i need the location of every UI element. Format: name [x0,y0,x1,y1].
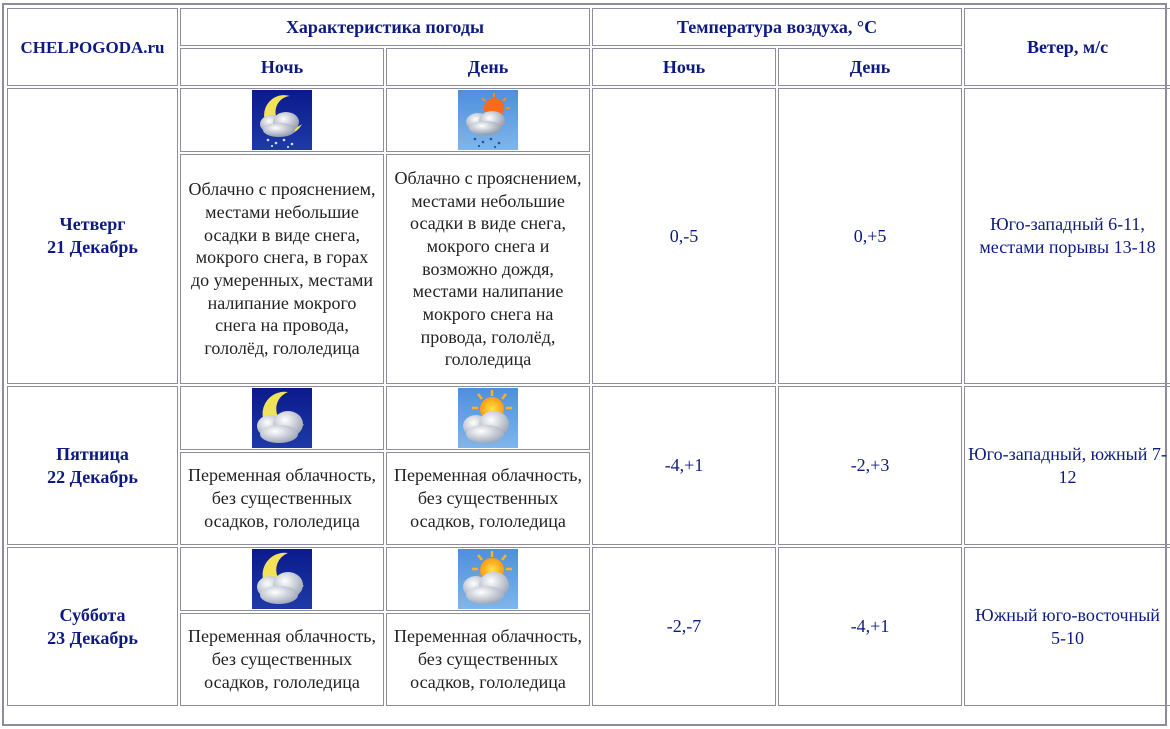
temp-night: 0,-5 [592,88,776,384]
date: 21 Декабрь [47,237,138,257]
header-char-night: Ночь [180,48,384,86]
weather-forecast-table [5,6,1170,708]
header-weather-characteristic: Характеристика погоды [180,8,590,46]
night-icon-cell [180,88,384,152]
sun-clouds-snow-icon [458,90,518,150]
night-description: Переменная облачность, без существенных осадков, гололедица [180,613,384,706]
wind-value: Юго-западный, южный 7-12 [964,386,1170,545]
day-icon-cell [386,547,590,611]
weekday: Пятница [56,443,129,464]
wind-value: Южный юго-восточный 5-10 [964,547,1170,706]
temp-day: 0,+5 [778,88,962,384]
header-temp-day: День [778,48,962,86]
temp-day: -4,+1 [778,547,962,706]
weekday: Четверг [59,214,126,234]
night-description: Облачно с прояснением, местами небольшие осадки в виде снега, мокрого снега, в горах до умеренных, местами налипание мокрого снега на провода, гололёд, гололедица [180,154,384,384]
night-icon-cell [180,547,384,611]
night-description: Переменная облачность, без существенных осадков, гололедица [180,452,384,545]
day-label [7,547,178,706]
header-air-temperature: Температура воздуха, °C [592,8,962,46]
header-temp-night: Ночь [592,48,776,86]
moon-clouds-icon [252,388,312,448]
day-description: Переменная облачность, без существенных осадков, гололедица [386,452,590,545]
date: 22 Декабрь [47,466,138,487]
temp-night: -4,+1 [592,386,776,545]
day-icon-cell [386,386,590,450]
day-icon-cell [386,88,590,152]
site-brand: CHELPOGODA.ru [7,8,178,86]
day-description: Переменная облачность, без существенных осадков, гололедица [386,613,590,706]
moon-clouds-icon [252,549,312,609]
weekday: Суббота [59,604,126,625]
wind-value: Юго-западный 6-11, местами порывы 13-18 [964,88,1170,384]
sun-clouds-icon [458,549,518,609]
sun-clouds-icon [458,388,518,448]
temp-night: -2,-7 [592,547,776,706]
header-char-day: День [386,48,590,86]
temp-day: -2,+3 [778,386,962,545]
moon-clouds-snow-icon [252,90,312,150]
day-label [7,88,178,384]
header-wind: Ветер, м/с [964,8,1170,86]
date: 23 Декабрь [47,627,138,648]
day-description: Облачно с прояснением, местами небольшие осадки в виде снега, мокрого снега и возможно дождя, местами налипание мокрого снега на провода, гололёд, гололедица [386,154,590,384]
day-label [7,386,178,545]
night-icon-cell [180,386,384,450]
